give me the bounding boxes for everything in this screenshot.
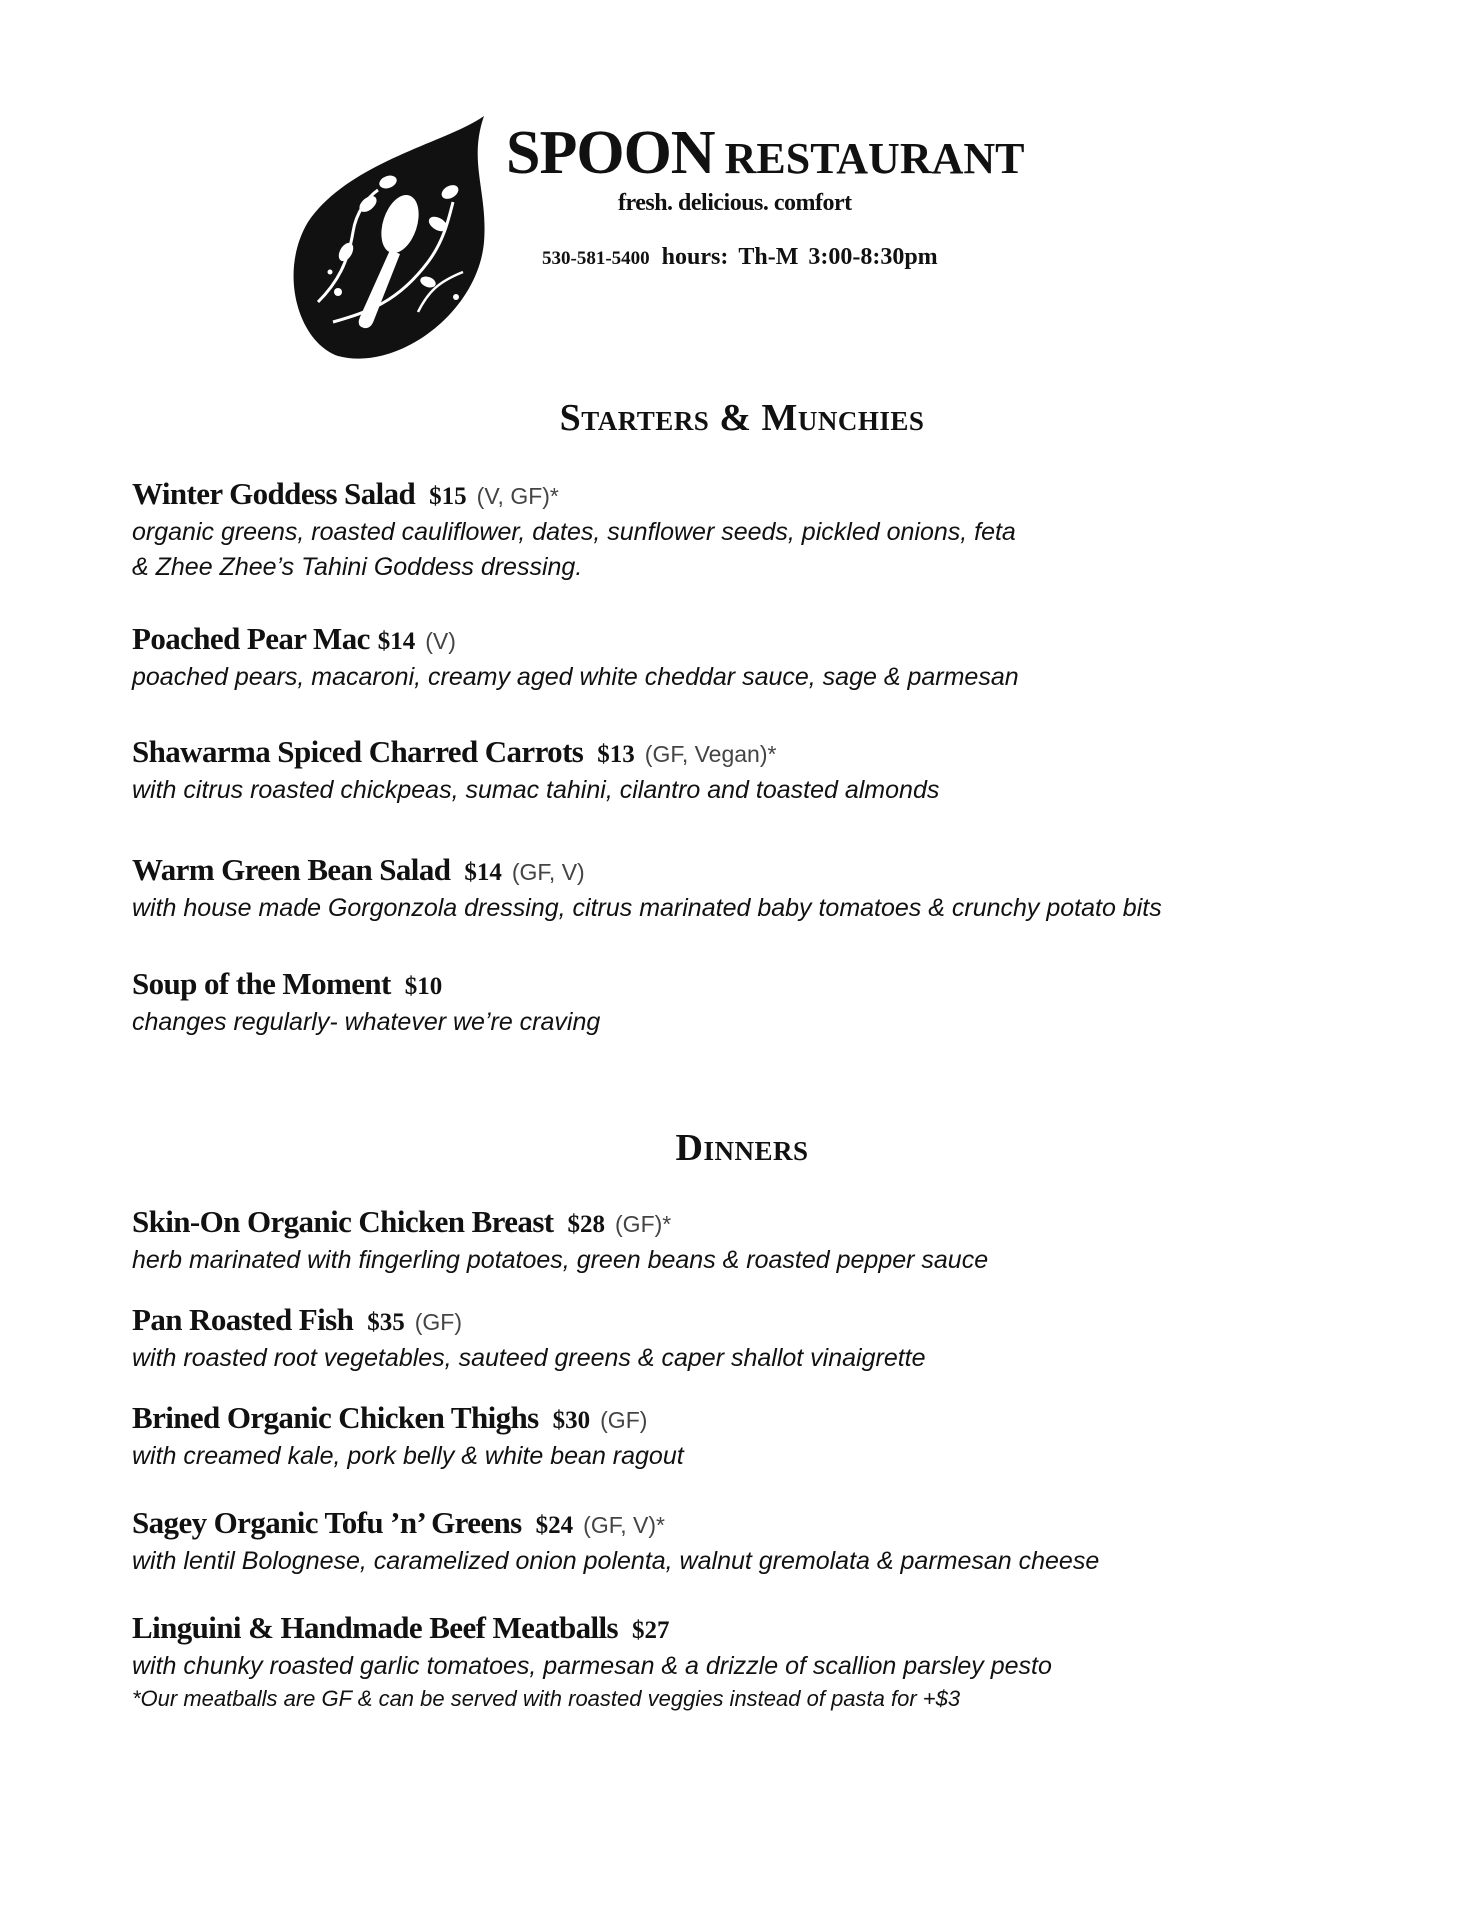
spoon-leaf-logo-icon [278, 112, 518, 360]
item-name: Skin-On Organic Chicken Breast [132, 1204, 554, 1239]
item-name: Soup of the Moment [132, 966, 391, 1001]
item-note: *Our meatballs are GF & can be served with roasted veggies instead of pasta for +$3 [132, 1686, 961, 1711]
menu-item [132, 1507, 1432, 1579]
item-price: $13 [597, 741, 635, 768]
item-tags: (GF)* [615, 1211, 672, 1237]
item-price: $30 [552, 1407, 591, 1434]
contact-line [542, 244, 938, 271]
hours-label: hours: [661, 244, 729, 270]
menu-item [132, 1402, 1432, 1474]
item-name: Sagey Organic Tofu ’n’ Greens [132, 1505, 522, 1540]
item-price: $15 [429, 483, 467, 510]
item-name: Shawarma Spiced Charred Carrots [132, 734, 584, 769]
item-price: $14 [464, 859, 502, 886]
hours-time: 3:00-8:30pm [808, 244, 938, 270]
brand-name: SPOON [506, 119, 715, 187]
item-description: poached pears, macaroni, creamy aged white cheddar sauce, sage & parmesan [132, 663, 1019, 691]
starters-heading: Starters & Munchies [559, 397, 925, 439]
item-price: $24 [535, 1512, 574, 1539]
menu-item [132, 854, 1432, 926]
item-tags: (V) [425, 628, 456, 654]
item-description: with chunky roasted garlic tomatoes, parmesan & a drizzle of scallion parsley pesto [132, 1652, 1052, 1680]
item-name: Warm Green Bean Salad [132, 852, 451, 887]
menu-item [132, 1304, 1432, 1376]
item-tags: (GF, V) [511, 859, 585, 885]
menu-item [132, 1206, 1432, 1278]
item-description: herb marinated with fingerling potatoes, green beans & roasted pepper sauce [132, 1246, 989, 1274]
item-description: & Zhee Zhee’s Tahini Goddess dressing. [132, 553, 583, 581]
menu-item [132, 1612, 1432, 1714]
tagline: fresh. delicious. comfort [618, 190, 852, 216]
hours-days: Th-M [738, 244, 799, 270]
item-price: $35 [367, 1309, 405, 1336]
item-description: with house made Gorgonzola dressing, citrus marinated baby tomatoes & crunchy potato bits [132, 894, 1162, 922]
item-tags: (GF, V)* [583, 1512, 665, 1538]
item-description: organic greens, roasted cauliflower, dates, sunflower seeds, pickled onions, feta [132, 518, 1016, 546]
item-price: $14 [377, 628, 416, 655]
menu-item [132, 736, 1432, 808]
item-description: with roasted root vegetables, sauteed greens & caper shallot vinaigrette [132, 1344, 926, 1372]
menu-item [132, 968, 1432, 1040]
phone-number: 530-581-5400 [542, 248, 650, 269]
item-description: changes regularly- whatever we’re craving [132, 1008, 601, 1036]
item-name: Brined Organic Chicken Thighs [132, 1400, 539, 1435]
item-name: Pan Roasted Fish [132, 1302, 354, 1337]
item-name: Linguini & Handmade Beef Meatballs [132, 1610, 618, 1645]
item-description: with creamed kale, pork belly & white bean ragout [132, 1442, 684, 1470]
restaurant-title [506, 119, 1026, 187]
item-tags: (V, GF)* [476, 483, 559, 509]
brand-suffix: RESTAURANT [724, 134, 1025, 183]
item-name: Winter Goddess Salad [132, 476, 416, 511]
item-price: $28 [567, 1211, 606, 1238]
item-tags: (GF, Vegan)* [644, 741, 777, 767]
item-price: $27 [631, 1617, 670, 1644]
menu-item [132, 478, 1432, 585]
menu-item [132, 623, 1432, 695]
item-price: $10 [404, 973, 443, 1000]
item-name: Poached Pear Mac [132, 621, 370, 656]
item-tags: (GF) [600, 1407, 648, 1433]
item-description: with lentil Bolognese, caramelized onion polenta, walnut gremolata & parmesan cheese [132, 1547, 1100, 1575]
item-tags: (GF) [414, 1309, 462, 1335]
dinners-heading: Dinners [675, 1127, 809, 1169]
item-description: with citrus roasted chickpeas, sumac tahini, cilantro and toasted almonds [132, 776, 940, 804]
